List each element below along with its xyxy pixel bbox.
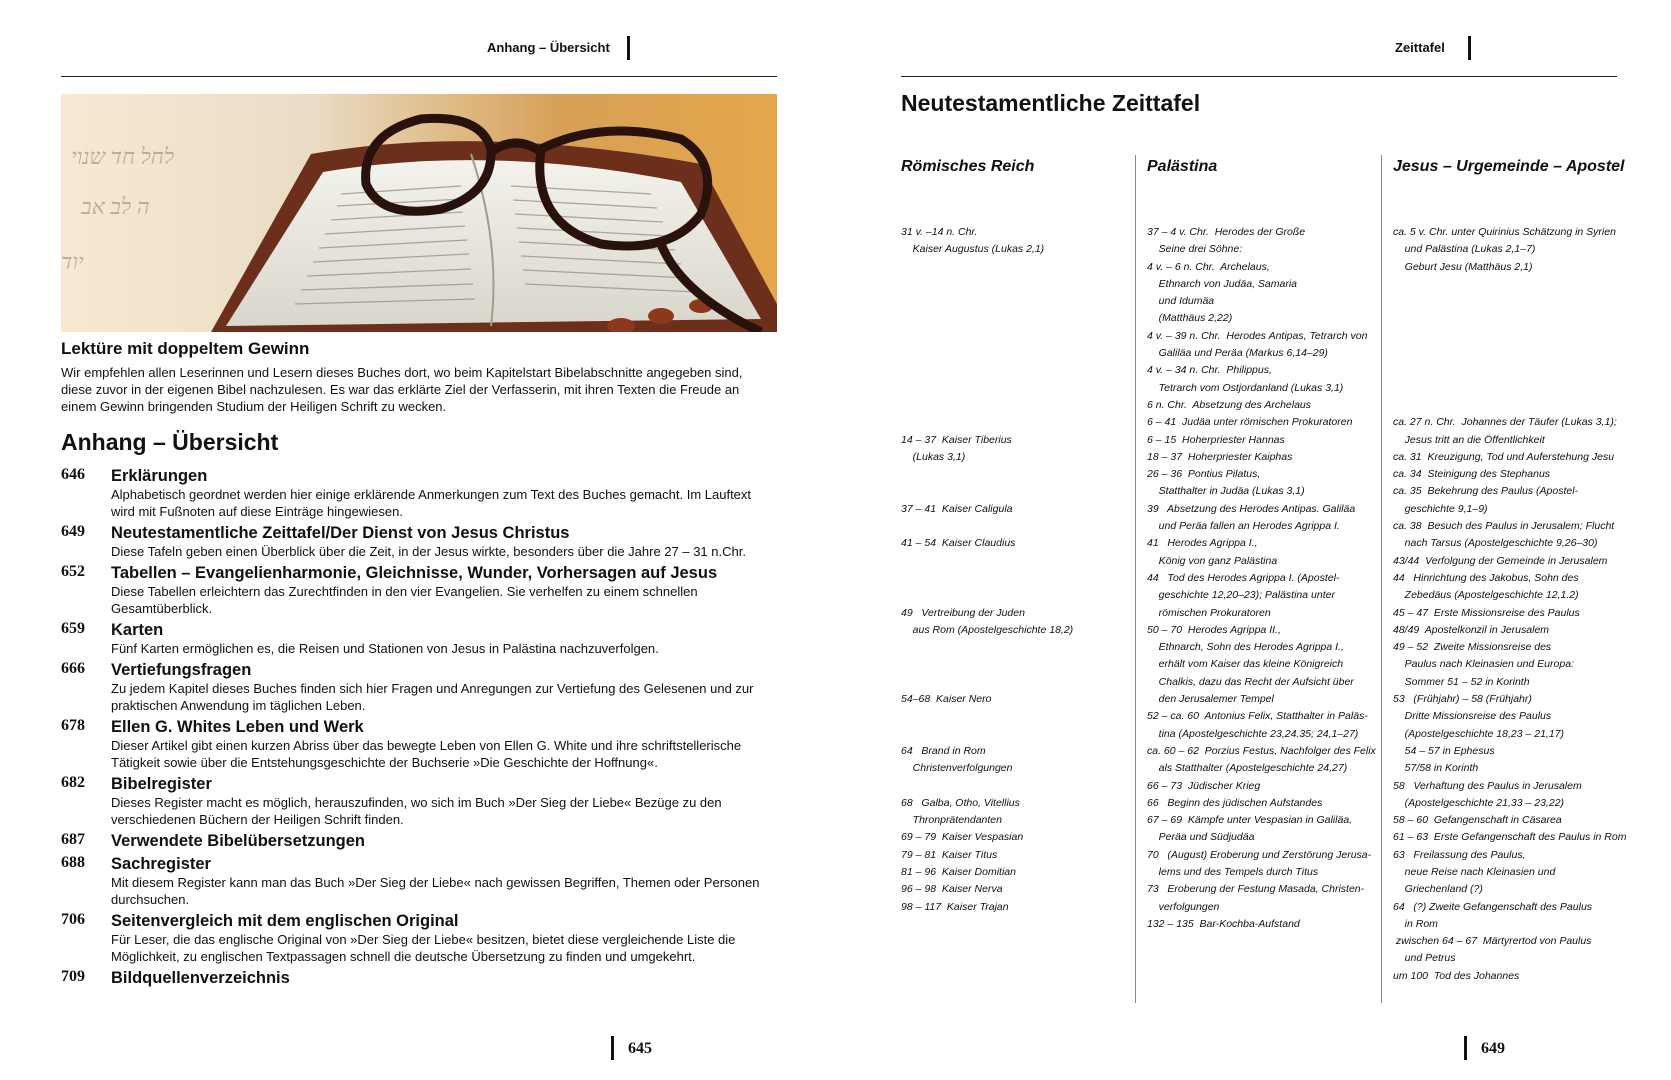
toc-description: Für Leser, die das englische Original von »Der Sieg der Liebe« besitzen, bietet diese vergleichende Liste die Möglichkeit, zu englischen Textpassagen schnell die deutsche Übersetzung zu finden und umgekehrt. [111, 932, 736, 964]
timeline-line: 48/49 Apostelkonzil in Jerusalem [1393, 623, 1550, 636]
timeline-line: in Rom [1393, 917, 1438, 930]
timeline-line: und Petrus [1393, 952, 1456, 965]
appendix-toc [61, 466, 777, 991]
timeline-line: Statthalter in Judäa (Lukas 3,1) [1147, 485, 1305, 498]
timeline-spacer [901, 587, 1129, 604]
timeline-spacer [901, 397, 1129, 414]
column-roemisches-reich [901, 158, 1129, 916]
header-rule [901, 76, 1617, 77]
timeline-line: Zebedäus (Apostelgeschichte 12,1.2) [1393, 589, 1579, 602]
toc-page-number: 649 [61, 523, 85, 540]
timeline-line: Geburt Jesu (Matthäus 2,1) [1393, 260, 1533, 273]
toc-title: Erklärungen [111, 467, 208, 485]
toc-item [61, 854, 777, 908]
timeline-spacer [901, 483, 1129, 500]
timeline-line: Ethnarch, Sohn des Herodes Agrippa I., [1147, 641, 1344, 654]
toc-item [61, 831, 777, 851]
svg-text:יוד: יוד [61, 249, 84, 274]
timeline-spacer [901, 778, 1129, 795]
toc-description: Fünf Karten ermöglichen es, die Reisen und Stationen von Jesus in Palästina nachzuverfolgen. [111, 641, 659, 656]
timeline-line: 96 – 98 Kaiser Nerva [901, 883, 1003, 896]
timeline-spacer [901, 726, 1129, 743]
svg-text:ה לב אב: ה לב אב [81, 194, 150, 219]
timeline-spacer [901, 553, 1129, 570]
timeline-line: 63 Freilassung des Paulus, [1393, 848, 1526, 861]
column-separator [1381, 155, 1382, 1003]
timeline-line: 4 v. – 6 n. Chr. Archelaus, [1147, 260, 1270, 273]
toc-page-number: 682 [61, 774, 85, 791]
timeline-line: geschichte 12,20–23); Palästina unter [1147, 589, 1335, 602]
timeline-line: 66 Beginn des jüdischen Aufstandes [1147, 796, 1323, 809]
toc-title: Bibelregister [111, 775, 212, 793]
intro-title: Lektüre mit doppeltem Gewinn [61, 339, 310, 358]
timeline-line: (Apostelgeschichte 18,23 – 21,17) [1393, 727, 1565, 740]
timeline-line: König von ganz Palästina [1147, 554, 1278, 567]
timeline-line: 98 – 117 Kaiser Trajan [901, 900, 1009, 913]
right-page [835, 0, 1671, 1080]
timeline-line: 41 – 54 Kaiser Claudius [901, 537, 1016, 550]
timeline-line: ca. 60 – 62 Porzius Festus, Nachfolger des Felix [1147, 744, 1376, 757]
timeline-line: 58 Verhaftung des Paulus in Jerusalem [1393, 779, 1582, 792]
toc-item [61, 774, 777, 828]
timeline-line: 58 – 60 Gefangenschaft in Cäsarea [1393, 814, 1562, 827]
timeline-line: ca. 35 Bekehrung des Paulus (Apostel- [1393, 485, 1579, 498]
folio-bar-right [1464, 1036, 1467, 1060]
running-head-bar [1468, 36, 1471, 60]
column-separator [1135, 155, 1136, 1003]
toc-title: Sachregister [111, 855, 211, 873]
timeline-line: 66 – 73 Jüdischer Krieg [1147, 779, 1261, 792]
timeline-spacer [901, 276, 1129, 293]
timeline-line: Jesus tritt an die Öffentlichkeit [1393, 433, 1545, 446]
timeline-line: lems und des Tempels durch Titus [1147, 865, 1319, 878]
toc-item [61, 466, 777, 520]
toc-item [61, 968, 777, 988]
running-head-text: Zeittafel [1395, 40, 1445, 55]
column-heading: Jesus – Urgemeinde – Apostel [1393, 158, 1625, 175]
timeline-line: erhält vom Kaiser das kleine Königreich [1147, 658, 1344, 671]
folio-bar-left [611, 1036, 614, 1060]
timeline-spacer [901, 639, 1129, 656]
timeline-line: Kaiser Augustus (Lukas 2,1) [901, 243, 1045, 256]
timeline-line: Paulus nach Kleinasien und Europa: [1393, 658, 1574, 671]
timeline-line: 41 Herodes Agrippa I., [1147, 537, 1258, 550]
timeline-line: als Statthalter (Apostelgeschichte 24,27) [1147, 762, 1348, 775]
timeline-line: 4 v. – 34 n. Chr. Philippus, [1147, 364, 1272, 377]
svg-text:לחל חד שנוי: לחל חד שנוי [71, 144, 175, 169]
toc-description: Diese Tafeln geben einen Überblick über die Zeit, in der Jesus wirkte, besonders über die Jahre 27 – 31 n.Chr. [111, 544, 746, 559]
timeline-spacer [1393, 310, 1629, 327]
column-heading: Palästina [1147, 158, 1218, 175]
timeline-line: ca. 38 Besuch des Paulus in Jerusalem; Flucht [1393, 520, 1615, 533]
timeline-line: ca. 34 Steinigung des Stephanus [1393, 468, 1551, 481]
timeline-line: Ethnarch von Judäa, Samaria [1147, 277, 1297, 290]
toc-page-number: 646 [61, 466, 85, 483]
toc-item [61, 523, 777, 560]
timeline-spacer [1393, 397, 1629, 414]
timeline-line: 31 v. –14 n. Chr. [901, 226, 978, 238]
timeline-line: Peräa und Südjudäa [1147, 831, 1255, 844]
timeline-spacer [901, 293, 1129, 310]
timeline-line: 49 Vertreibung der Juden [901, 606, 1025, 619]
timeline-line: Sommer 51 – 52 in Korinth [1393, 675, 1530, 688]
timeline-line: (Apostelgeschichte 21,33 – 23,22) [1393, 796, 1565, 809]
timeline-line: verfolgungen [1147, 900, 1220, 913]
toc-title: Bildquellenverzeichnis [111, 969, 290, 987]
running-head-right [1395, 40, 1445, 55]
toc-page-number: 687 [61, 831, 85, 848]
toc-title: Neutestamentliche Zeittafel/Der Dienst von Jesus Christus [111, 524, 570, 542]
timeline-spacer [901, 518, 1129, 535]
toc-page-number: 659 [61, 620, 85, 637]
timeline-line: nach Tarsus (Apostelgeschichte 9,26–30) [1393, 537, 1598, 550]
timeline-line: 53 (Frühjahr) – 58 (Frühjahr) [1393, 693, 1532, 706]
timeline-spacer [901, 380, 1129, 397]
timeline-line: um 100 Tod des Johannes [1393, 969, 1520, 982]
timeline-line: Seine drei Söhne: [1147, 243, 1243, 256]
timeline-line: 73 Eroberung der Festung Masada, Christen- [1147, 883, 1365, 896]
timeline-line: 50 – 70 Herodes Agrippa II., [1147, 623, 1281, 636]
timeline-line: ca. 27 n. Chr. Johannes der Täufer (Lukas 3,1); [1393, 416, 1617, 429]
timeline-spacer [901, 345, 1129, 362]
timeline-line: zwischen 64 – 67 Märtyrertod von Paulus [1393, 935, 1592, 948]
timeline-spacer [901, 708, 1129, 725]
header-rule [61, 76, 777, 77]
timeline-line: ca. 31 Kreuzigung, Tod und Auferstehung Jesu [1393, 450, 1615, 463]
timeline-line: den Jerusalemer Tempel [1147, 693, 1274, 706]
timeline-line: 26 – 36 Pontius Pilatus, [1147, 468, 1261, 481]
timeline-line: 68 Galba, Otho, Vitellius [901, 796, 1020, 809]
timeline-line: 64 Brand in Rom [901, 744, 986, 757]
timeline-line: 70 (August) Eroberung und Zerstörung Jerusa- [1147, 848, 1372, 861]
toc-item [61, 563, 777, 617]
running-head-left [487, 40, 610, 55]
toc-item [61, 911, 777, 965]
toc-item [61, 620, 777, 657]
timeline-line: 54–68 Kaiser Nero [901, 693, 992, 706]
timeline-line: und Palästina (Lukas 2,1–7) [1393, 243, 1536, 256]
timeline-spacer [901, 414, 1129, 431]
timeline-line: 57/58 in Korinth [1393, 762, 1479, 775]
toc-title: Verwendete Bibelübersetzungen [111, 832, 365, 850]
timeline-line: 54 – 57 in Ephesus [1393, 744, 1495, 757]
timeline-line: 4 v. – 39 n. Chr. Herodes Antipas, Tetrarch von [1147, 329, 1368, 342]
toc-description: Zu jedem Kapitel dieses Buches finden sich hier Fragen und Anregungen zur Vertiefung des Gelesenen und zur praktischen Anwendung im täglichen Leben. [111, 681, 754, 713]
timeline-line: 49 – 52 Zweite Missionsreise des [1393, 641, 1552, 654]
timeline-spacer [1393, 293, 1629, 310]
timeline-spacer [901, 466, 1129, 483]
timeline-line: (Matthäus 2,22) [1147, 312, 1233, 325]
timeline-line: aus Rom (Apostelgeschichte 18,2) [901, 623, 1074, 636]
timeline-line: 132 – 135 Bar-Kochba-Aufstand [1147, 917, 1300, 930]
timeline-line: 43/44 Verfolgung der Gemeinde in Jerusalem [1393, 554, 1608, 567]
intro-text: Wir empfehlen allen Leserinnen und Lesern dieses Buches dort, wo beim Kapitelstart Bibelabschnitte angegeben sind, diese zuvor in der eigenen Bibel nachzulesen. Es war das erklärte Ziel der Verfasserin, mit ihren Texten die Freude an einem Gewinn bringenden Studium der Heiligen Schrift zu wecken. [61, 365, 743, 414]
photo-illustration [61, 94, 777, 332]
toc-item [61, 660, 777, 714]
timeline-spacer [901, 674, 1129, 691]
column-jesus-urgemeinde-apostel [1393, 158, 1629, 985]
timeline-spacer [901, 310, 1129, 327]
toc-title: Ellen G. Whites Leben und Werk [111, 718, 364, 736]
zeittafel-title: Neutestamentliche Zeittafel [901, 90, 1201, 116]
toc-title: Vertiefungsfragen [111, 661, 252, 679]
timeline-line: 52 – ca. 60 Antonius Felix, Statthalter in Paläs- [1147, 710, 1368, 723]
timeline-line: 37 – 41 Kaiser Caligula [901, 502, 1013, 515]
timeline-line: Thronprätendanten [901, 814, 1002, 827]
timeline-line: römischen Prokuratoren [1147, 606, 1271, 619]
timeline-line: und Idumäa [1147, 295, 1215, 308]
column-heading: Römisches Reich [901, 158, 1035, 175]
running-head-text: Anhang – Übersicht [487, 40, 610, 55]
page-number-right: 649 [1481, 1040, 1505, 1057]
left-page [0, 0, 835, 1080]
timeline-line: 39 Absetzung des Herodes Antipas. Galiläa [1147, 502, 1356, 515]
timeline-spacer [1393, 345, 1629, 362]
timeline-line: geschichte 9,1–9) [1393, 502, 1488, 515]
timeline-line: 44 Tod des Herodes Agrippa I. (Apostel- [1147, 571, 1340, 584]
timeline-line: 67 – 69 Kämpfe unter Vespasian in Galiläa, [1147, 814, 1353, 827]
timeline-spacer [1393, 276, 1629, 293]
bible-glasses-photo [61, 94, 777, 332]
timeline-line: tina (Apostelgeschichte 23,24.35; 24,1–27) [1147, 727, 1359, 740]
timeline-line: Griechenland (?) [1393, 883, 1483, 896]
toc-page-number: 706 [61, 911, 85, 928]
timeline-spacer [1393, 362, 1629, 379]
timeline-line: 69 – 79 Kaiser Vespasian [901, 831, 1024, 844]
toc-page-number: 688 [61, 854, 85, 871]
timeline-line: (Lukas 3,1) [901, 450, 966, 463]
toc-title: Tabellen – Evangelienharmonie, Gleichnisse, Wunder, Vorhersagen auf Jesus [111, 564, 718, 582]
timeline-line: und Peräa fallen an Herodes Agrippa I. [1147, 520, 1340, 533]
column-palaestina [1147, 158, 1377, 933]
section-title: Anhang – Übersicht [61, 429, 279, 455]
timeline-spacer [901, 570, 1129, 587]
timeline-line: 6 – 41 Judäa unter römischen Prokuratoren [1147, 416, 1353, 429]
timeline-line: ca. 5 v. Chr. unter Quirinius Schätzung in Syrien [1393, 226, 1616, 238]
timeline-line: Christenverfolgungen [901, 762, 1013, 775]
timeline-line: 6 – 15 Hoherpriester Hannas [1147, 433, 1285, 446]
timeline-line: 14 – 37 Kaiser Tiberius [901, 433, 1012, 446]
timeline-line: 18 – 37 Hoherpriester Kaiphas [1147, 450, 1293, 463]
toc-page-number: 666 [61, 660, 85, 677]
toc-title: Karten [111, 621, 164, 639]
toc-description: Dieser Artikel gibt einen kurzen Abriss über das bewegte Leben von Ellen G. White und ihre schriftstellerische Tätigkeit sowie über die Entstehungsgeschichte der Buchserie »Die Geschichte der Hoffnung«. [111, 738, 742, 770]
timeline-line: Tetrarch vom Ostjordanland (Lukas 3,1) [1147, 381, 1344, 394]
timeline-line: 64 (?) Zweite Gefangenschaft des Paulus [1393, 900, 1593, 913]
timeline-line: 45 – 47 Erste Missionsreise des Paulus [1393, 606, 1580, 619]
timeline-line: neue Reise nach Kleinasien und [1393, 865, 1556, 878]
page-number-left: 645 [628, 1040, 652, 1057]
toc-page-number: 652 [61, 563, 85, 580]
timeline-line: Galiläa und Peräa (Markus 6,14–29) [1147, 347, 1328, 360]
timeline-line: 79 – 81 Kaiser Titus [901, 848, 998, 861]
toc-description: Dieses Register macht es möglich, herauszufinden, wo sich im Buch »Der Sieg der Liebe« Bezüge zu den verschiedenen Büchern der Heiligen Schrift finden. [111, 795, 722, 827]
toc-page-number: 709 [61, 968, 85, 985]
toc-description: Mit diesem Register kann man das Buch »Der Sieg der Liebe« nach gewissen Begriffen, Themen oder Personen durchsuchen. [111, 875, 760, 907]
timeline-spacer [901, 656, 1129, 673]
toc-description: Diese Tabellen erleichtern das Zurechtfinden in den vier Evangelien. Sie verhelfen zu einem schnellen Gesamtüberblick. [111, 584, 698, 616]
timeline-spacer [1393, 328, 1629, 345]
timeline-line: 6 n. Chr. Absetzung des Archelaus [1147, 398, 1312, 411]
timeline-line: 81 – 96 Kaiser Domitian [901, 865, 1016, 878]
timeline-spacer [901, 259, 1129, 276]
timeline-spacer [1393, 380, 1629, 397]
toc-description: Alphabetisch geordnet werden hier einige erklärende Anmerkungen zum Text des Buches gemacht. Im Lauftext wird mit Fußnoten auf diese Einträge hingewiesen. [111, 487, 752, 519]
timeline-line: 37 – 4 v. Chr. Herodes der Große [1147, 226, 1306, 238]
running-head-bar [627, 36, 630, 60]
toc-title: Seitenvergleich mit dem englischen Original [111, 912, 459, 930]
toc-page-number: 678 [61, 717, 85, 734]
timeline-line: 61 – 63 Erste Gefangenschaft des Paulus in Rom [1393, 831, 1627, 844]
timeline-line: 44 Hinrichtung des Jakobus, Sohn des [1393, 571, 1579, 584]
timeline-spacer [901, 328, 1129, 345]
timeline-line: Chalkis, dazu das Recht der Aufsicht über [1147, 675, 1354, 688]
toc-item [61, 717, 777, 771]
timeline-spacer [901, 362, 1129, 379]
timeline-line: Dritte Missionsreise des Paulus [1393, 710, 1552, 723]
